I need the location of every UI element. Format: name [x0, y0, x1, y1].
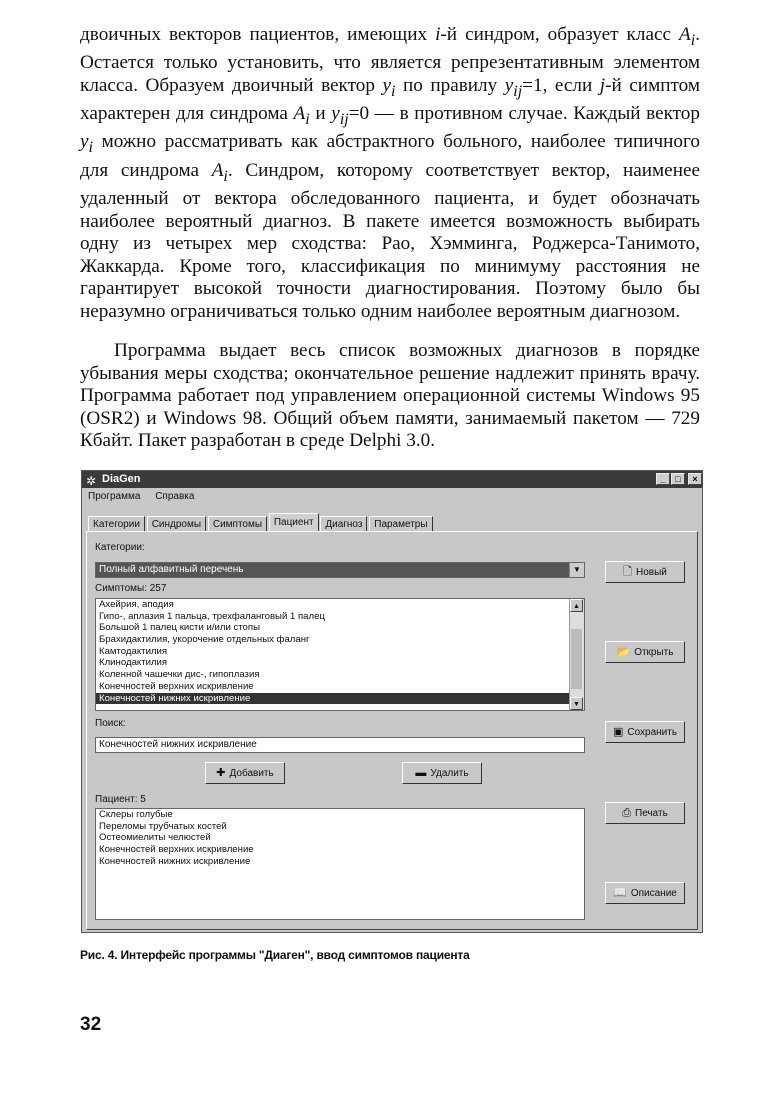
folder-open-icon: 📂 — [616, 646, 631, 658]
figure-number: Рис. 4. — [80, 948, 118, 962]
menu-bar — [82, 488, 702, 505]
close-icon[interactable]: × — [688, 473, 702, 485]
list-item[interactable]: Ахейрия, аподия — [99, 599, 174, 610]
scroll-thumb[interactable] — [571, 629, 582, 689]
list-item[interactable]: Коленной чашечки дис-, гипоплазия — [99, 669, 260, 681]
tab-patient[interactable]: Пациент — [269, 513, 319, 532]
menu-program[interactable]: Программа — [88, 491, 141, 502]
tab-strip — [88, 513, 432, 531]
tab-parameters[interactable]: Параметры — [369, 516, 432, 532]
plus-icon: ✚ — [216, 767, 226, 779]
symptoms-label: Симптомы: 257 — [95, 583, 167, 594]
floppy-disk-icon: ▣ — [612, 726, 624, 738]
categories-label: Категории: — [95, 542, 145, 553]
symptoms-scrollbar[interactable] — [569, 599, 584, 710]
open-button[interactable]: 📂 Открыть — [605, 641, 685, 663]
symptoms-list[interactable] — [95, 598, 585, 711]
app-icon: ✲ — [86, 474, 97, 488]
list-item[interactable]: Большой 1 палец кисти и/или стопы — [99, 622, 260, 634]
search-input[interactable]: Конечностей нижних искривление — [95, 737, 585, 753]
remove-button[interactable]: ▬ Удалить — [402, 762, 482, 784]
list-item[interactable]: Склеры голубые — [99, 809, 173, 820]
tab-symptoms[interactable]: Симптомы — [208, 516, 267, 532]
patient-panel — [86, 531, 698, 930]
categories-select[interactable] — [95, 562, 585, 578]
categories-value: Полный алфавитный перечень — [99, 564, 244, 575]
page-number: 32 — [80, 1014, 102, 1035]
list-item[interactable]: Конечностей верхних искривление — [99, 680, 254, 692]
caption-text: Интерфейс программы "Диаген", ввод симптомов пациента — [117, 948, 470, 962]
paragraph-2: Программа выдает весь список возможных диагнозов в порядке убывания меры сходства; окончательное решение надлежит принять врачу. Программа работает под управлением операционной системы Windows 95 (OSR2) и Windows 98. Общий объем памяти, занимаемый пакетом — 729 Кбайт. Пакет разработан в среде Delphi 3.0. — [80, 340, 700, 451]
list-item[interactable]: Камтодактилия — [99, 645, 168, 657]
new-button[interactable]: 🗋 Новый — [605, 561, 685, 583]
list-item-selected[interactable]: Конечностей нижних искривление — [96, 693, 584, 705]
patient-label: Пациент: 5 — [95, 794, 146, 805]
chevron-down-icon[interactable]: ▼ — [569, 563, 584, 577]
paragraph-1: двоичных векторов пациентов, имеющих i-й синдром, образует класс $A_i$. Остается только установить, что является репрезентативным элементом класса. Образуем двоичный вектор $y_i$ по правилу $y_{ij}=1$, если j-й симптом характерен для синдрома $A_i$ и $y_{ij}=0$ — в противном случае. Каждый вектор $y_i$ можно рассматривать как абстрактного больного, наиболее типичного для синдрома $A_i$. Синдром, которому соответствует вектор, наименее удаленный от вектора обследованного пациента, и будет обозначать наиболее вероятный диагноз. В пакете имеется возможность выбирать одну из четырех мер сходства: Рао, Хэмминга, Роджерса-Танимото, Жаккарда. Кроме того, классификация по минимуму расстояния не гарантирует высокой точности диагностирования. Поэтому было бы неразумно ограничиваться только одним наиболее вероятным диагнозом. — [80, 24, 700, 322]
tab-categories[interactable]: Категории — [88, 516, 145, 532]
diagen-window — [81, 470, 703, 933]
tab-syndromes[interactable]: Синдромы — [147, 516, 206, 532]
search-label: Поиск: — [95, 718, 126, 729]
print-button[interactable]: ⎙ Печать — [605, 802, 685, 824]
minimize-icon[interactable]: _ — [656, 473, 670, 485]
minus-icon: ▬ — [415, 767, 427, 779]
list-item[interactable]: Брахидактилия, укорочение отдельных фаланг — [99, 634, 310, 646]
list-item[interactable]: Переломы трубчатых костей — [99, 820, 227, 832]
title-bar — [82, 471, 702, 488]
maximize-icon[interactable]: □ — [671, 473, 685, 485]
figure-caption — [80, 948, 470, 962]
scroll-up-icon[interactable]: ▲ — [570, 599, 583, 612]
list-item[interactable]: Гипо-, аплазия 1 пальца, трехфаланговый 1 палец — [99, 610, 325, 622]
window-title: DiaGen — [102, 473, 141, 485]
scroll-down-icon[interactable]: ▼ — [570, 697, 583, 710]
list-item[interactable]: Конечностей нижних искривление — [99, 855, 251, 867]
menu-help[interactable]: Справка — [155, 491, 195, 502]
tab-diagnosis[interactable]: Диагноз — [320, 516, 367, 532]
new-document-icon: 🗋 — [623, 566, 632, 578]
add-button[interactable]: ✚ Добавить — [205, 762, 285, 784]
list-item[interactable]: Остеомиелиты челюстей — [99, 832, 211, 844]
printer-icon: ⎙ — [622, 807, 632, 819]
patient-symptoms-list[interactable] — [95, 808, 585, 920]
description-button[interactable]: 📖 Описание — [605, 882, 685, 904]
book-icon: 📖 — [613, 887, 627, 899]
list-item[interactable]: Конечностей верхних искривление — [99, 844, 254, 856]
list-item[interactable]: Клинодактилия — [99, 657, 168, 669]
save-button[interactable]: ▣ Сохранить — [605, 721, 685, 743]
